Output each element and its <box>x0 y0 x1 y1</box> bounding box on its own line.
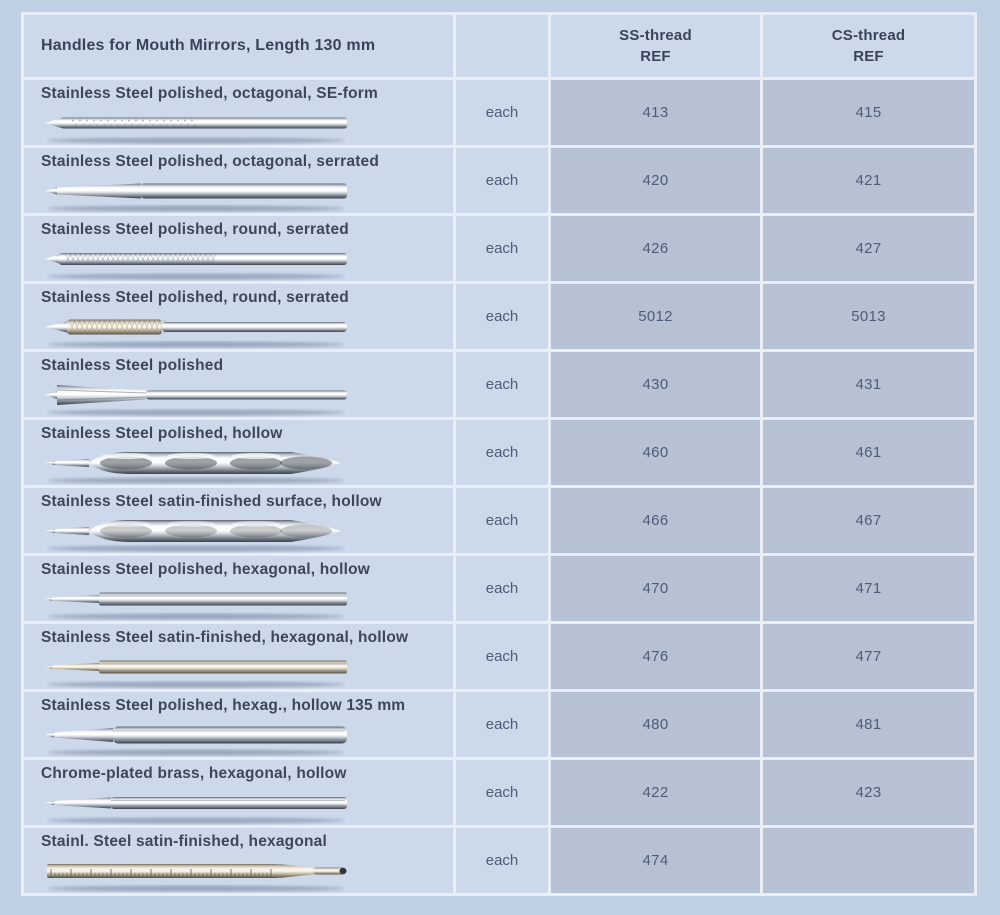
product-cell <box>24 624 453 689</box>
product-image <box>41 377 353 417</box>
product-description: Stainless Steel satin-finished surface, hollow <box>41 493 382 510</box>
table-row <box>24 760 974 825</box>
product-image <box>41 445 353 485</box>
column-header-cs-thread <box>763 15 974 77</box>
ss-ref-cell: 422 <box>551 760 760 825</box>
product-image <box>41 717 353 757</box>
table-header-row <box>24 15 974 77</box>
ss-ref-cell: 426 <box>551 216 760 281</box>
product-image <box>41 309 353 349</box>
product-image <box>41 513 353 553</box>
product-description: Stainless Steel polished, hexagonal, hollow <box>41 561 371 578</box>
ss-ref-cell: 476 <box>551 624 760 689</box>
product-cell <box>24 420 453 485</box>
product-image <box>41 581 353 621</box>
product-cell <box>24 828 453 893</box>
ss-ref-cell: 474 <box>551 828 760 893</box>
product-description: Stainless Steel polished, hexag., hollow 135 mm <box>41 697 406 714</box>
product-cell <box>24 284 453 349</box>
table-row <box>24 216 974 281</box>
product-cell <box>24 80 453 145</box>
unit-cell: each <box>456 624 548 689</box>
table-row <box>24 828 974 893</box>
product-description: Stainless Steel polished, round, serrated <box>41 221 349 238</box>
cs-thread-label: CS-thread <box>831 27 906 44</box>
unit-cell: each <box>456 828 548 893</box>
ss-ref-cell: 466 <box>551 488 760 553</box>
cs-ref-cell: 467 <box>763 488 974 553</box>
product-description: Stainless Steel polished, hollow <box>41 425 283 442</box>
product-cell <box>24 352 453 417</box>
product-description: Stainless Steel satin-finished, hexagonal, hollow <box>41 629 409 646</box>
column-header-ss-thread <box>551 15 760 77</box>
unit-cell: each <box>456 80 548 145</box>
ss-ref-label: REF <box>640 48 671 65</box>
cs-ref-cell: 421 <box>763 148 974 213</box>
product-cell <box>24 488 453 553</box>
cs-ref-cell <box>763 828 974 893</box>
unit-cell: each <box>456 420 548 485</box>
product-image <box>41 853 353 893</box>
table-row <box>24 148 974 213</box>
ss-thread-label: SS-thread <box>619 27 692 44</box>
product-cell <box>24 556 453 621</box>
ss-ref-cell: 460 <box>551 420 760 485</box>
product-table <box>21 12 977 896</box>
cs-ref-cell: 415 <box>763 80 974 145</box>
ss-ref-cell: 480 <box>551 692 760 757</box>
unit-cell: each <box>456 148 548 213</box>
product-description: Chrome-plated brass, hexagonal, hollow <box>41 765 347 782</box>
unit-cell: each <box>456 556 548 621</box>
cs-ref-cell: 471 <box>763 556 974 621</box>
unit-column-header <box>456 15 548 77</box>
cs-ref-cell: 477 <box>763 624 974 689</box>
product-description: Stainless Steel polished, octagonal, serrated <box>41 153 380 170</box>
ss-ref-cell: 430 <box>551 352 760 417</box>
product-cell <box>24 692 453 757</box>
table-row <box>24 488 974 553</box>
unit-cell: each <box>456 216 548 281</box>
cs-ref-cell: 481 <box>763 692 974 757</box>
table-row <box>24 352 974 417</box>
cs-ref-cell: 423 <box>763 760 974 825</box>
product-description: Stainless Steel polished, octagonal, SE-form <box>41 85 378 102</box>
cs-ref-cell: 427 <box>763 216 974 281</box>
ss-ref-cell: 470 <box>551 556 760 621</box>
unit-cell: each <box>456 284 548 349</box>
ss-ref-cell: 413 <box>551 80 760 145</box>
product-description: Stainless Steel polished <box>41 357 224 374</box>
product-description: Stainless Steel polished, round, serrated <box>41 289 349 306</box>
cs-ref-cell: 431 <box>763 352 974 417</box>
table-row <box>24 80 974 145</box>
ss-ref-cell: 420 <box>551 148 760 213</box>
cs-ref-cell: 5013 <box>763 284 974 349</box>
unit-cell: each <box>456 692 548 757</box>
product-cell <box>24 216 453 281</box>
table-row <box>24 556 974 621</box>
cs-ref-label: REF <box>853 48 884 65</box>
table-row <box>24 692 974 757</box>
product-image <box>41 105 353 145</box>
ss-ref-cell: 5012 <box>551 284 760 349</box>
table-row <box>24 624 974 689</box>
table-title: Handles for Mouth Mirrors, Length 130 mm <box>24 15 453 77</box>
product-cell <box>24 760 453 825</box>
product-image <box>41 241 353 281</box>
product-description: Stainl. Steel satin-finished, hexagonal <box>41 833 327 850</box>
unit-cell: each <box>456 488 548 553</box>
unit-cell: each <box>456 352 548 417</box>
product-cell <box>24 148 453 213</box>
table-row <box>24 420 974 485</box>
product-image <box>41 785 353 825</box>
table-row <box>24 284 974 349</box>
product-image <box>41 649 353 689</box>
product-image <box>41 173 353 213</box>
unit-cell: each <box>456 760 548 825</box>
cs-ref-cell: 461 <box>763 420 974 485</box>
